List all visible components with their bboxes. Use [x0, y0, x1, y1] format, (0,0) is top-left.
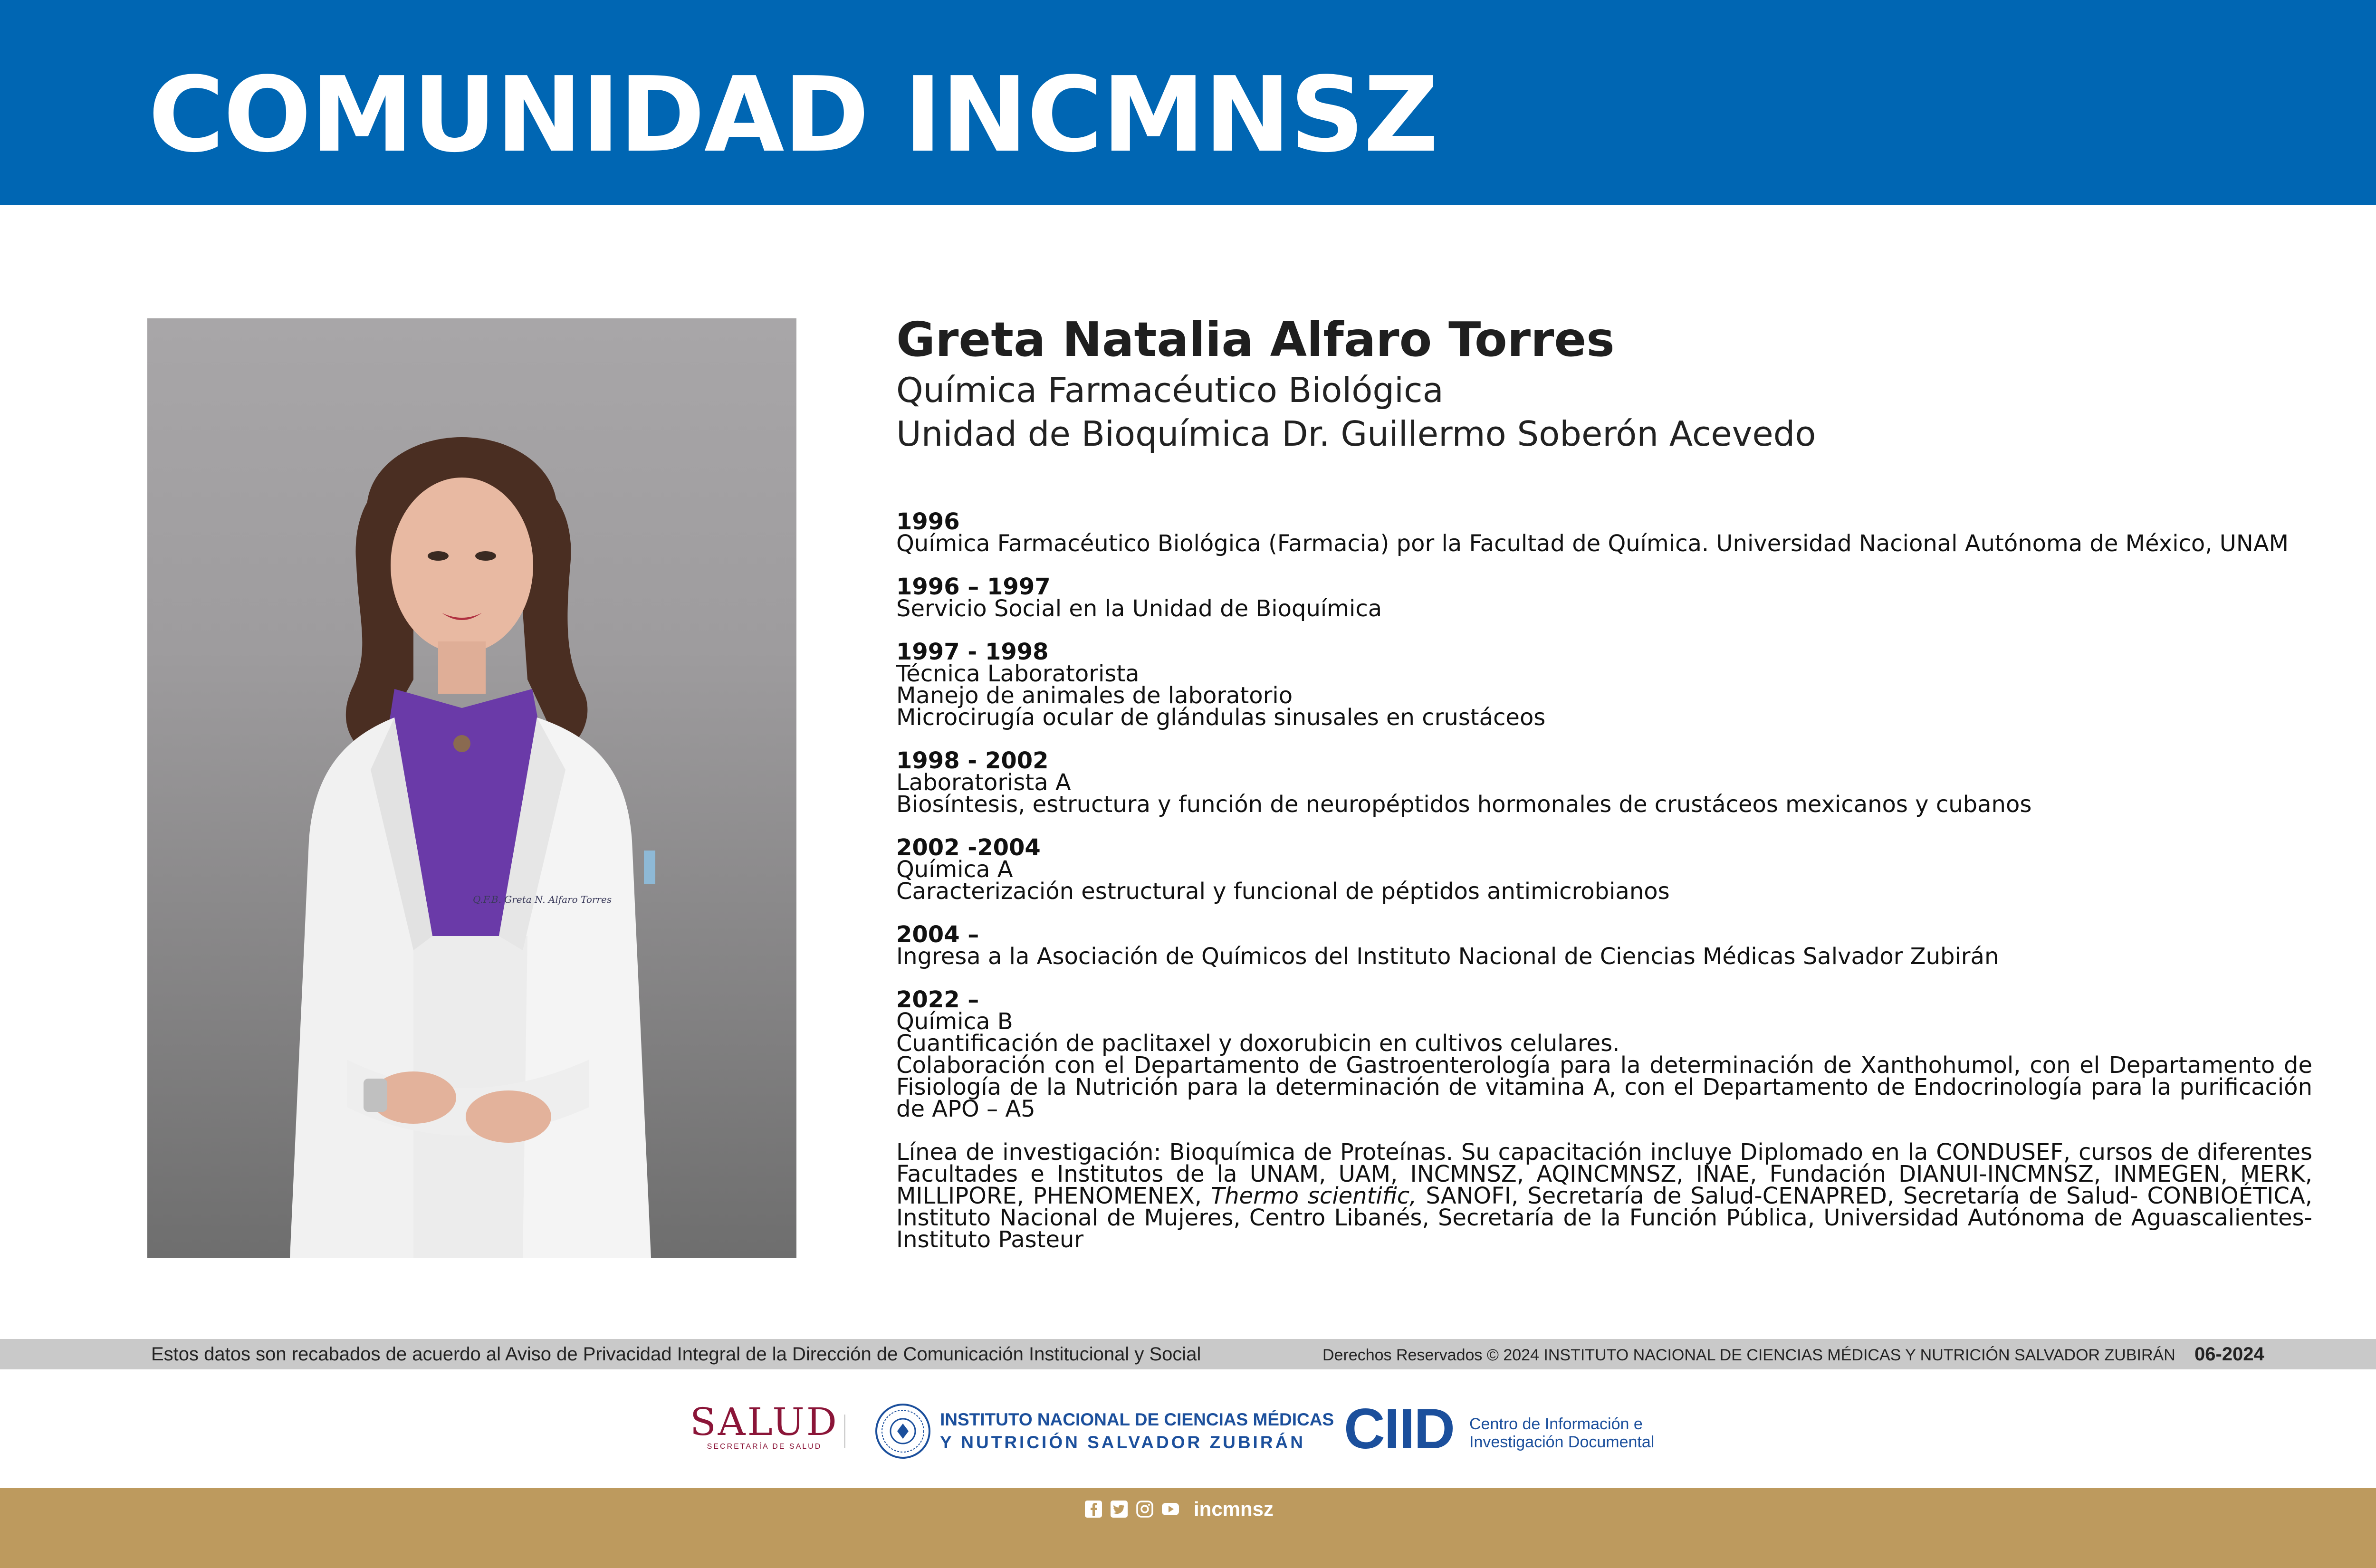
entry-year: 2022 –: [896, 986, 979, 1013]
page-title: COMUNIDAD INCMNSZ: [148, 55, 1438, 175]
salud-subtitle: SECRETARÍA DE SALUD: [707, 1443, 822, 1451]
entry-line: Manejo de animales de laboratorio: [896, 682, 1293, 709]
facebook-icon[interactable]: [1084, 1500, 1102, 1518]
research-line: [896, 1141, 2312, 1251]
career-timeline: [896, 508, 2313, 1253]
entry-paragraph: Colaboración con el Departamento de Gastroenterología para la determinación de Xanthohumol, con el Departamento de Fisiología de la Nutrición para la determinación de vitamina A, con el Departamento de Endocrinología para la purificación de APO – A5: [896, 1052, 2312, 1122]
institute-logo-text: [940, 1408, 1334, 1454]
salud-logo: [690, 1400, 839, 1452]
instagram-icon[interactable]: [1136, 1500, 1154, 1518]
profile-photo: [147, 318, 796, 1258]
entry-year: 2002 -2004: [896, 834, 1041, 861]
entry-line: Cuantificación de paclitaxel y doxorubicin en cultivos celulares.: [896, 1030, 1620, 1057]
entry-line: Técnica Laboratorista: [896, 660, 1140, 687]
portrait-illustration: [147, 318, 796, 1258]
entry-year: 1996: [896, 508, 960, 535]
coat-embroidery: Q.F.B. Greta N. Alfaro Torres: [473, 894, 612, 905]
timeline-entry: [896, 921, 2312, 970]
person-unit: Unidad de Bioquímica Dr. Guillermo Soberón Acevedo: [896, 414, 1816, 454]
social-links: [1084, 1500, 1274, 1519]
entry-line: Biosíntesis, estructura y función de neuropéptidos hormonales de crustáceos mexicanos y cubanos: [896, 791, 2032, 818]
header-banner: [0, 0, 2376, 205]
entry-line: Laboratorista A: [896, 769, 1071, 796]
entry-line: Química Farmacéutico Biológica (Farmacia) por la Facultad de Química. Universidad Nacional Autónoma de México, UNAM: [896, 530, 2289, 557]
institute-seal-icon: [874, 1403, 931, 1462]
person-degree: Química Farmacéutico Biológica: [896, 370, 1444, 410]
entry-year: 1997 - 1998: [896, 639, 1049, 665]
timeline-entry: [896, 508, 2312, 557]
ciid-description: [1469, 1415, 1654, 1451]
twitter-icon[interactable]: [1110, 1500, 1128, 1518]
entry-year: 2004 –: [896, 921, 979, 948]
entry-line: Química B: [896, 1008, 1013, 1035]
privacy-notice: Estos datos son recabados de acuerdo al Aviso de Privacidad Integral de la Dirección de Comunicación Institucional y Social: [151, 1344, 1201, 1365]
entry-line: Caracterización estructural y funcional de péptidos antimicrobianos: [896, 878, 1670, 905]
ciid-line-2: Investigación Documental: [1469, 1433, 1655, 1451]
person-name: Greta Natalia Alfaro Torres: [896, 312, 1615, 367]
institute-line-2: Y NUTRICIÓN SALVADOR ZUBIRÁN: [940, 1433, 1305, 1452]
entry-line: Microcirugía ocular de glándulas sinusales en crustáceos: [896, 704, 1546, 731]
research-text-rest: SANOFI, Secretaría de Salud-CENAPRED, Secretaría de Salud- CONBIOÉTICA, Instituto Nacional de Mujeres, Centro Libanés, Secretaría de la Función Pública, Universidad Autónoma de Aguascalientes-Instituto Pasteur: [896, 1183, 2313, 1253]
entry-line: Servicio Social en la Unidad de Bioquímica: [896, 595, 1382, 622]
entry-year: 1998 - 2002: [896, 747, 1049, 774]
copyright-notice: Derechos Reservados © 2024 INSTITUTO NACIONAL DE CIENCIAS MÉDICAS Y NUTRICIÓN SALVADOR ZUBIRÁN: [1322, 1346, 2175, 1364]
research-italic: Thermo scientific,: [1210, 1183, 1417, 1209]
timeline-entry: [896, 576, 2312, 620]
logo-strip: [0, 1369, 2376, 1488]
institute-line-1: INSTITUTO NACIONAL DE CIENCIAS MÉDICAS: [940, 1410, 1334, 1429]
youtube-icon[interactable]: [1161, 1500, 1179, 1518]
timeline-entry: [896, 834, 2312, 905]
logo-divider: [844, 1415, 845, 1448]
issue-date: 06-2024: [2194, 1344, 2264, 1365]
social-footer: [0, 1488, 2376, 1568]
bio-header: [896, 311, 2312, 456]
ciid-line-1: Centro de Información e: [1469, 1415, 1643, 1433]
research-text: Línea de investigación: Bioquímica de Proteínas. Su capacitación incluye Diplomado en la CONDUSEF, cursos de diferentes Facultades e Institutos de la UNAM, UAM, INCMNSZ, AQINCMNSZ, INAE, Fundación DIANUI-INCMNSZ, INMEGEN, MERK, MILLIPORE, PHENOMENEX,: [896, 1139, 2312, 1209]
timeline-entry: [896, 639, 2312, 731]
ciid-logo: CIID: [1344, 1397, 1454, 1461]
timeline-entry: [896, 747, 2312, 818]
timeline-entry: [896, 986, 2312, 1122]
entry-line: Ingresa a la Asociación de Químicos del Instituto Nacional de Ciencias Médicas Salvador Zubirán: [896, 943, 1999, 970]
entry-year: 1996 – 1997: [896, 574, 1051, 600]
social-handle[interactable]: incmnsz: [1194, 1498, 1274, 1520]
salud-wordmark: SALUD: [690, 1400, 839, 1444]
entry-line: Química A: [896, 856, 1013, 883]
footer-bar: [0, 1339, 2376, 1369]
